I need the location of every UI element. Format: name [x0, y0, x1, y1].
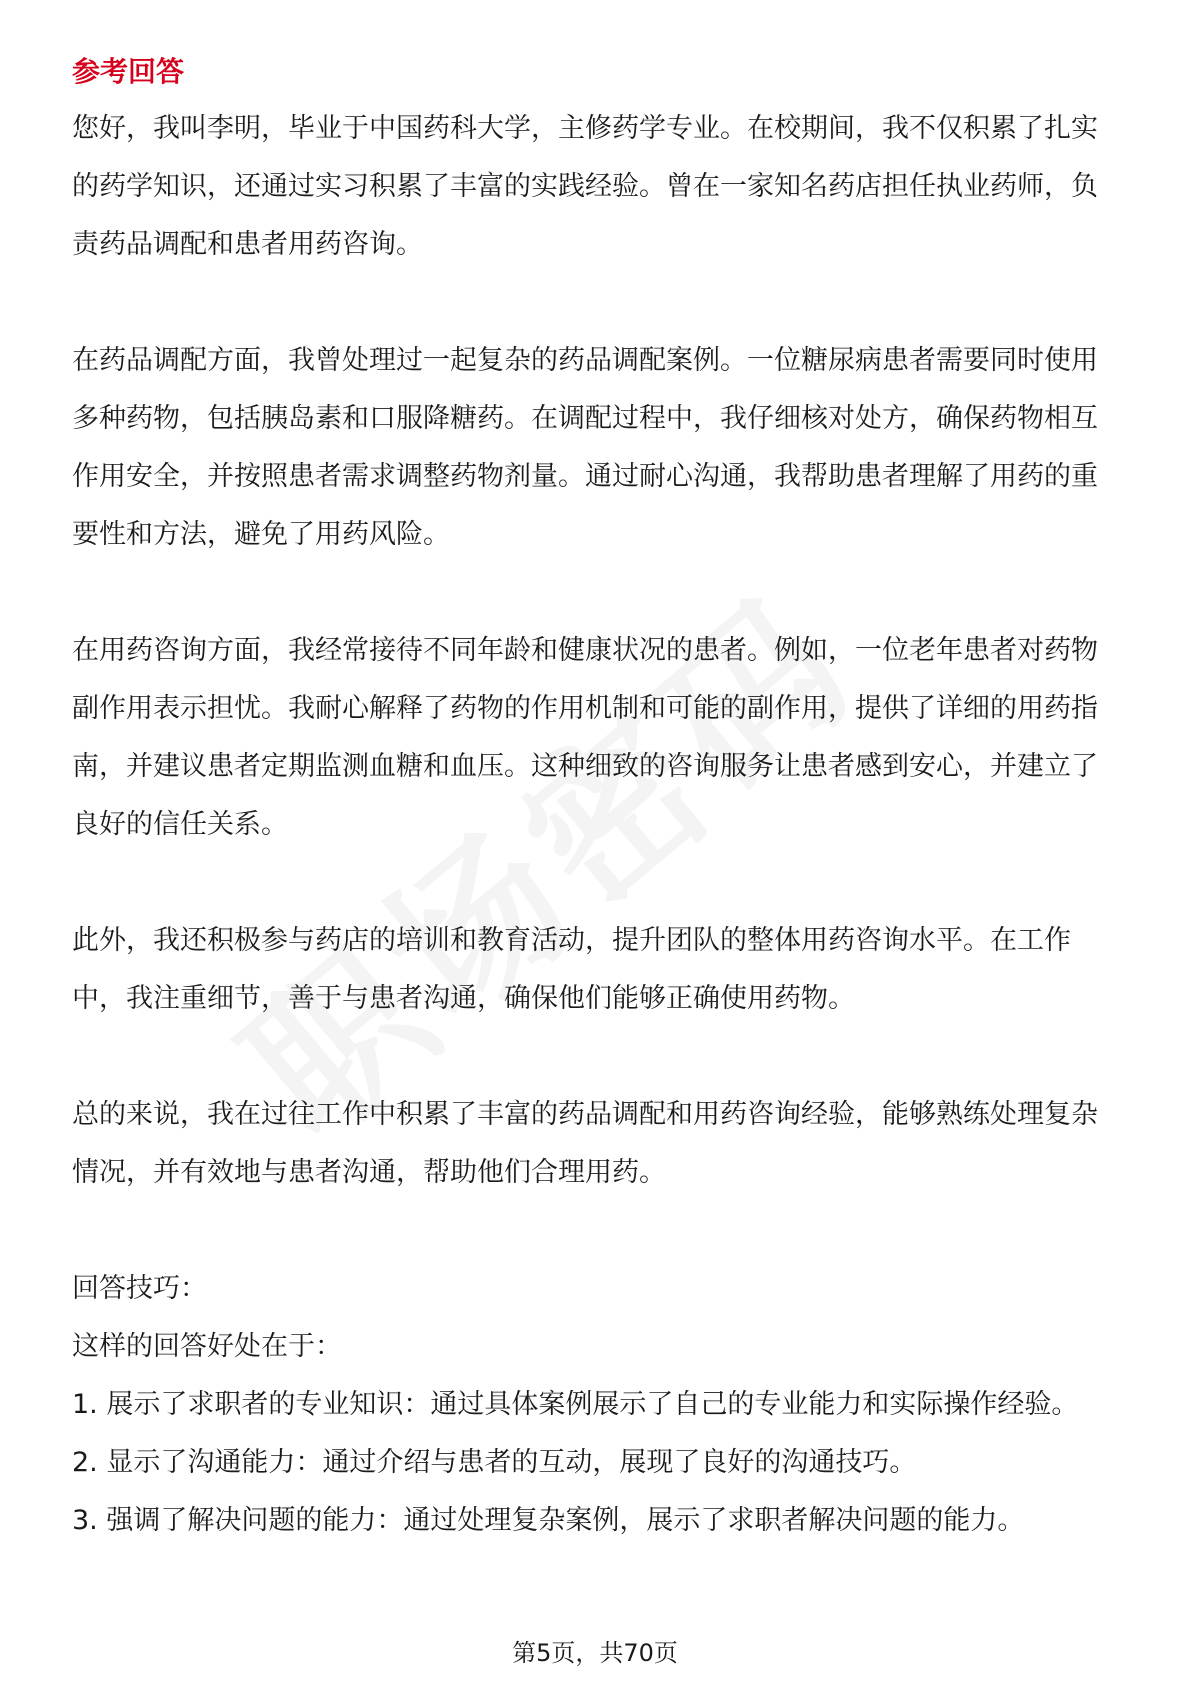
- tips-intro: 这样的回答好处在于：: [72, 1331, 342, 1362]
- section-heading: 参考回答: [72, 55, 185, 88]
- paragraph-2: 在药品调配方面，我曾处理过一起复杂的药品调配案例。一位糖尿病患者需要同时使用多种药物，包括胰岛素和口服降糖药。在调配过程中，我仔细核对处方，确保药物相互作用安全，并按照患者需求调整药物剂量。通过耐心沟通，我帮助患者理解了用药的重要性和方法，避免了用药风险。: [72, 345, 1098, 550]
- page-number: 第5页，共70页: [512, 1639, 678, 1667]
- paragraph-4: 此外，我还积极参与药店的培训和教育活动，提升团队的整体用药咨询水平。在工作中，我注重细节，善于与患者沟通，确保他们能够正确使用药物。: [72, 925, 1071, 1014]
- tip-item-1: 1. 展示了求职者的专业知识：通过具体案例展示了自己的专业能力和实际操作经验。: [72, 1389, 1079, 1420]
- tip-item-2: 2. 显示了沟通能力：通过介绍与患者的互动，展现了良好的沟通技巧。: [72, 1447, 917, 1478]
- document-body: [72, 50, 1122, 1550]
- tips-title: 回答技巧：: [72, 1273, 207, 1304]
- paragraph-1: 您好，我叫李明，毕业于中国药科大学，主修药学专业。在校期间，我不仅积累了扎实的药学知识，还通过实习积累了丰富的实践经验。曾在一家知名药店担任执业药师，负责药品调配和患者用药咨询。: [72, 113, 1098, 260]
- paragraph-5: 总的来说，我在过往工作中积累了丰富的药品调配和用药咨询经验，能够熟练处理复杂情况，并有效地与患者沟通，帮助他们合理用药。: [72, 1099, 1098, 1188]
- tip-item-3: 3. 强调了解决问题的能力：通过处理复杂案例，展示了求职者解决问题的能力。: [72, 1505, 1025, 1536]
- paragraph-3: 在用药咨询方面，我经常接待不同年龄和健康状况的患者。例如，一位老年患者对药物副作用表示担忧。我耐心解释了药物的作用机制和可能的副作用，提供了详细的用药指南，并建议患者定期监测血糖和血压。这种细致的咨询服务让患者感到安心，并建立了良好的信任关系。: [72, 635, 1098, 840]
